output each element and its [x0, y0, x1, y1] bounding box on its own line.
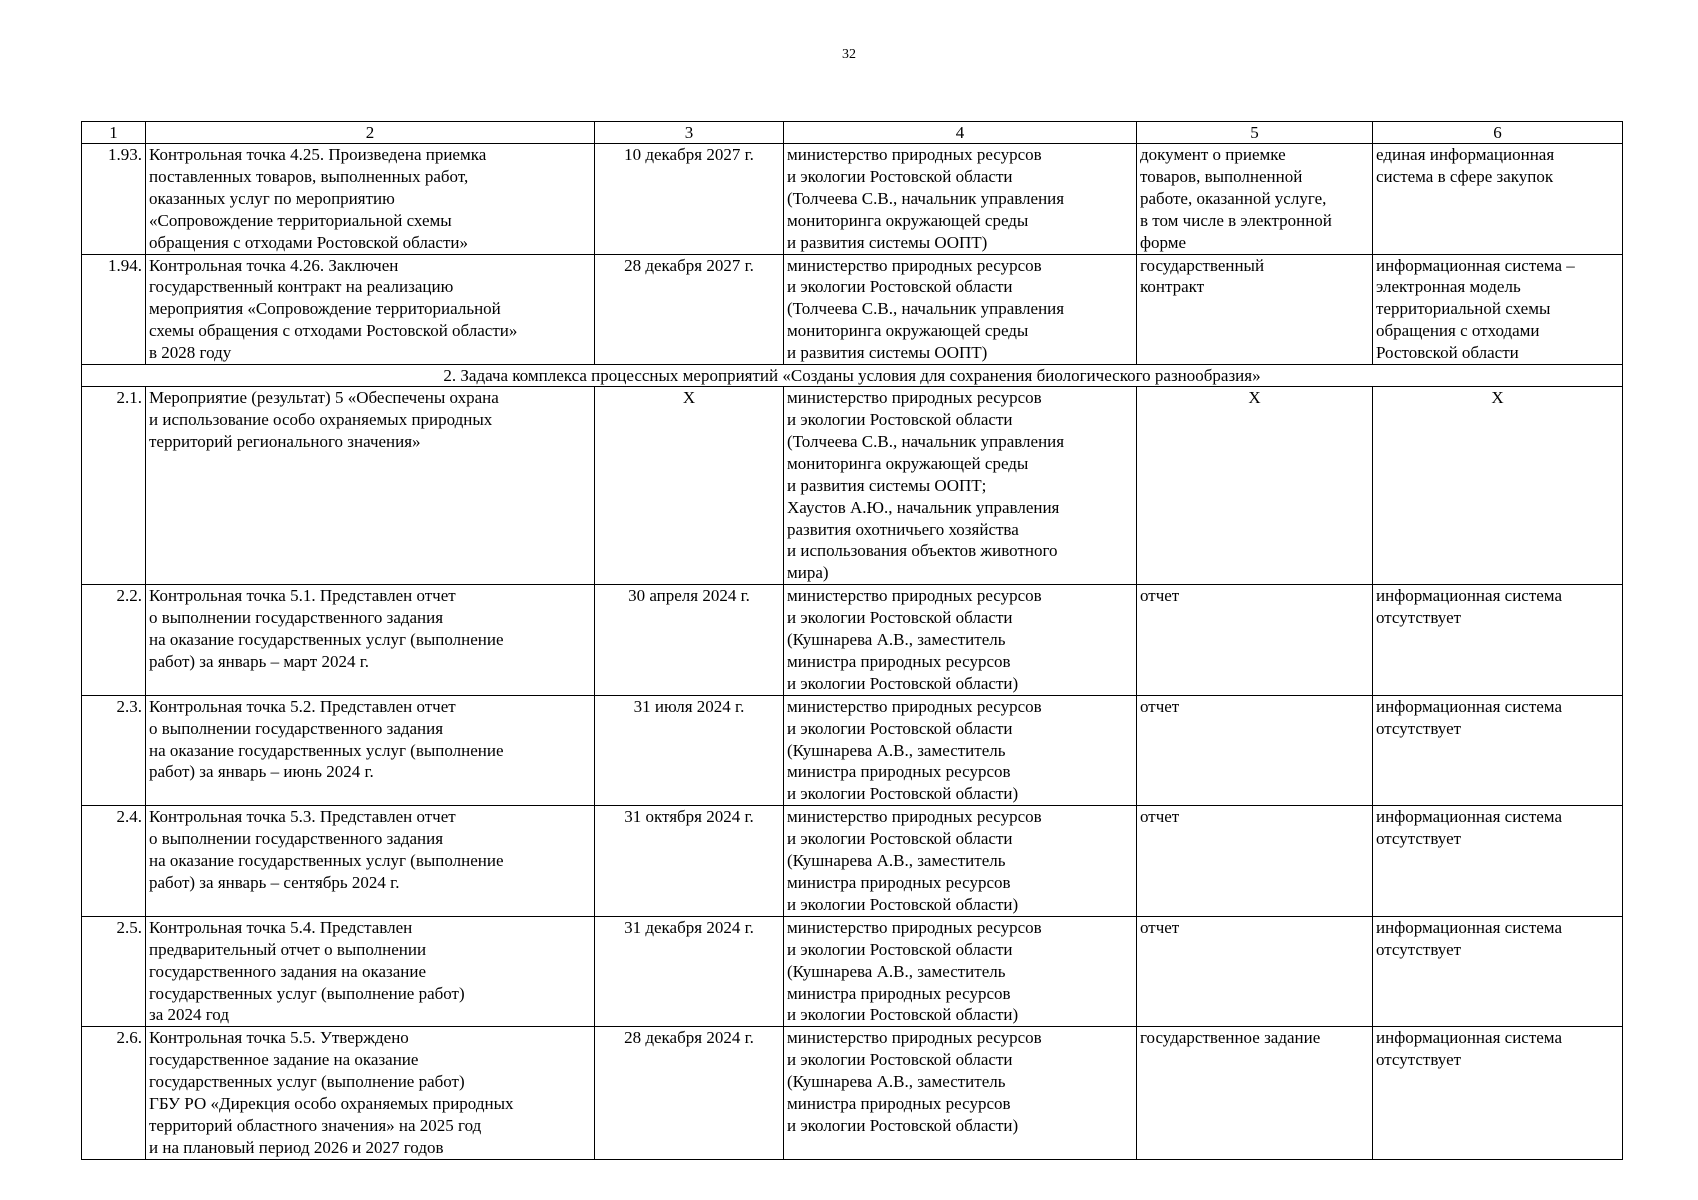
document-type: государственное задание: [1137, 1027, 1373, 1159]
event-description: Контрольная точка 5.4. Представлен предварительный отчет о выполнении государственного задания на оказание государственных услуг (выполнение работ) за 2024 год: [146, 916, 595, 1027]
row-number: 2.2.: [82, 585, 146, 696]
responsible-executor: министерство природных ресурсов и экологии Ростовской области (Кушнарева А.В., заместитель министра природных ресурсов и экологии Ростовской области): [784, 1027, 1137, 1159]
page-number: 32: [842, 47, 856, 62]
table-row: [82, 695, 1623, 806]
event-description: Контрольная точка 4.25. Произведена приемка поставленных товаров, выполненных работ, оказанных услуг по мероприятию «Сопровождение территориальной схемы обращения с отходами Ростовской области»: [146, 144, 595, 255]
information-system: информационная система отсутствует: [1373, 916, 1623, 1027]
column-number-4: 4: [784, 122, 1137, 144]
table-row: [82, 806, 1623, 917]
row-number: 1.93.: [82, 144, 146, 255]
document-type: отчет: [1137, 695, 1373, 806]
row-number: 2.1.: [82, 387, 146, 585]
information-system: X: [1373, 387, 1623, 585]
row-number: 1.94.: [82, 254, 146, 365]
section-heading-row: [82, 365, 1623, 387]
document-type: документ о приемке товаров, выполненной работе, оказанной услуге, в том числе в электронной форме: [1137, 144, 1373, 255]
information-system: информационная система отсутствует: [1373, 806, 1623, 917]
information-system: информационная система – электронная модель территориальной схемы обращения с отходами Ростовской области: [1373, 254, 1623, 365]
row-number: 2.4.: [82, 806, 146, 917]
column-number-6: 6: [1373, 122, 1623, 144]
column-number-header-row: [82, 122, 1623, 144]
document-type: государственный контракт: [1137, 254, 1373, 365]
information-system: информационная система отсутствует: [1373, 1027, 1623, 1159]
deadline-date: 10 декабря 2027 г.: [595, 144, 784, 255]
deadline-date: 31 декабря 2024 г.: [595, 916, 784, 1027]
responsible-executor: министерство природных ресурсов и экологии Ростовской области (Толчеева С.В., начальник управления мониторинга окружающей среды и развития системы ООПТ): [784, 144, 1137, 255]
deadline-date: 31 октября 2024 г.: [595, 806, 784, 917]
deadline-date: 30 апреля 2024 г.: [595, 585, 784, 696]
table-row: [82, 916, 1623, 1027]
deadline-date: 28 декабря 2027 г.: [595, 254, 784, 365]
table-row: [82, 1027, 1623, 1159]
column-number-2: 2: [146, 122, 595, 144]
responsible-executor: министерство природных ресурсов и экологии Ростовской области (Кушнарева А.В., заместитель министра природных ресурсов и экологии Ростовской области): [784, 585, 1137, 696]
information-system: единая информационная система в сфере закупок: [1373, 144, 1623, 255]
responsible-executor: министерство природных ресурсов и экологии Ростовской области (Толчеева С.В., начальник управления мониторинга окружающей среды и развития системы ООПТ): [784, 254, 1137, 365]
document-type: X: [1137, 387, 1373, 585]
column-number-1: 1: [82, 122, 146, 144]
table-row: [82, 585, 1623, 696]
responsible-executor: министерство природных ресурсов и экологии Ростовской области (Кушнарева А.В., заместитель министра природных ресурсов и экологии Ростовской области): [784, 695, 1137, 806]
responsible-executor: министерство природных ресурсов и экологии Ростовской области (Кушнарева А.В., заместитель министра природных ресурсов и экологии Ростовской области): [784, 916, 1137, 1027]
document-type: отчет: [1137, 916, 1373, 1027]
section-title: 2. Задача комплекса процессных мероприятий «Созданы условия для сохранения биологического разнообразия»: [82, 365, 1623, 387]
deadline-date: X: [595, 387, 784, 585]
column-number-3: 3: [595, 122, 784, 144]
row-number: 2.6.: [82, 1027, 146, 1159]
responsible-executor: министерство природных ресурсов и экологии Ростовской области (Толчеева С.В., начальник управления мониторинга окружающей среды и развития системы ООПТ; Хаустов А.Ю., начальник управления развития охотничьего хозяйства и использования объектов животного мира): [784, 387, 1137, 585]
deadline-date: 28 декабря 2024 г.: [595, 1027, 784, 1159]
row-number: 2.3.: [82, 695, 146, 806]
document-type: отчет: [1137, 806, 1373, 917]
column-number-5: 5: [1137, 122, 1373, 144]
table-row: [82, 254, 1623, 365]
event-description: Контрольная точка 5.1. Представлен отчет о выполнении государственного задания на оказание государственных услуг (выполнение работ) за январь – март 2024 г.: [146, 585, 595, 696]
responsible-executor: министерство природных ресурсов и экологии Ростовской области (Кушнарева А.В., заместитель министра природных ресурсов и экологии Ростовской области): [784, 806, 1137, 917]
information-system: информационная система отсутствует: [1373, 585, 1623, 696]
deadline-date: 31 июля 2024 г.: [595, 695, 784, 806]
event-description: Контрольная точка 4.26. Заключен государственный контракт на реализацию мероприятия «Сопровождение территориальной схемы обращения с отходами Ростовской области» в 2028 году: [146, 254, 595, 365]
table-row: [82, 144, 1623, 255]
event-description: Контрольная точка 5.5. Утверждено государственное задание на оказание государственных услуг (выполнение работ) ГБУ РО «Дирекция особо охраняемых природных территорий областного значения» на 2025 год и на плановый период 2026 и 2027 годов: [146, 1027, 595, 1159]
event-description: Контрольная точка 5.3. Представлен отчет о выполнении государственного задания на оказание государственных услуг (выполнение работ) за январь – сентябрь 2024 г.: [146, 806, 595, 917]
document-type: отчет: [1137, 585, 1373, 696]
event-description: Мероприятие (результат) 5 «Обеспечены охрана и использование особо охраняемых природных территорий регионального значения»: [146, 387, 595, 585]
event-description: Контрольная точка 5.2. Представлен отчет о выполнении государственного задания на оказание государственных услуг (выполнение работ) за январь – июнь 2024 г.: [146, 695, 595, 806]
table-row: [82, 387, 1623, 585]
control-points-table: [81, 121, 1623, 1160]
information-system: информационная система отсутствует: [1373, 695, 1623, 806]
row-number: 2.5.: [82, 916, 146, 1027]
